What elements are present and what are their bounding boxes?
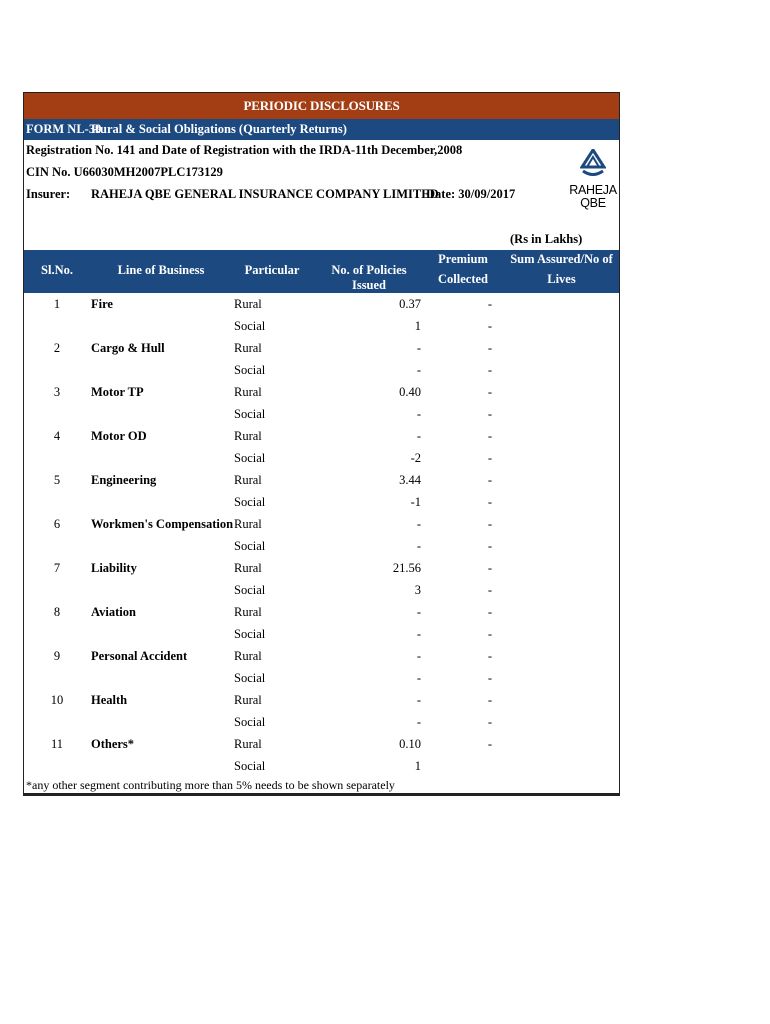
- col-sl: Sl.No.: [41, 263, 73, 277]
- cell-sl: 7: [53, 561, 61, 575]
- cell-particular: Social: [234, 627, 266, 641]
- cell-premium: -: [487, 583, 492, 597]
- cell-particular: Social: [234, 539, 266, 553]
- cell-line-of-business: Fire: [91, 297, 113, 311]
- logo-word-2: QBE: [580, 196, 606, 210]
- cell-premium: -: [487, 341, 492, 355]
- cell-particular: Rural: [234, 693, 262, 707]
- cell-line-of-business: Motor TP: [91, 385, 144, 399]
- cell-premium: -: [487, 429, 492, 443]
- cell-policies: 3.44: [399, 473, 421, 487]
- cell-premium: -: [487, 627, 492, 641]
- disclosure-sheet: [23, 92, 620, 796]
- cell-premium: -: [487, 451, 492, 465]
- page-title: PERIODIC DISCLOSURES: [24, 93, 619, 119]
- cell-premium: -: [487, 693, 492, 707]
- cell-sl: 5: [53, 473, 61, 487]
- cell-policies: -: [416, 649, 421, 663]
- table-row: [24, 645, 619, 667]
- cell-premium: -: [487, 605, 492, 619]
- table-row: [24, 689, 619, 711]
- form-number: FORM NL-39: [26, 122, 102, 136]
- table-row: [24, 513, 619, 535]
- bottom-rule: [24, 793, 619, 795]
- cell-policies: 0.40: [399, 385, 421, 399]
- insurer-label: Insurer:: [26, 187, 71, 201]
- cell-policies: 0.10: [399, 737, 421, 751]
- logo-icon: [580, 149, 606, 179]
- cell-particular: Rural: [234, 737, 262, 751]
- cell-policies: 21.56: [392, 561, 421, 575]
- cell-sl: 6: [53, 517, 61, 531]
- cell-policies: -: [416, 671, 421, 685]
- table-row: [24, 447, 619, 469]
- cell-sl: 9: [53, 649, 61, 663]
- cell-particular: Rural: [234, 297, 262, 311]
- cell-sl: 2: [53, 341, 61, 355]
- cell-policies: -2: [410, 451, 421, 465]
- table-header: [24, 250, 619, 293]
- cell-premium: -: [487, 715, 492, 729]
- cell-particular: Social: [234, 715, 266, 729]
- col-sum-1: Sum Assured/No of: [510, 252, 613, 266]
- cell-particular: Rural: [234, 561, 262, 575]
- cell-line-of-business: Motor OD: [91, 429, 147, 443]
- table-row: [24, 293, 619, 315]
- raheja-qbe-logo: [568, 149, 618, 215]
- cell-premium: -: [487, 319, 492, 333]
- col-particular: Particular: [244, 263, 300, 277]
- table-row: [24, 667, 619, 689]
- cell-premium: -: [487, 297, 492, 311]
- cell-policies: -: [416, 363, 421, 377]
- cell-particular: Social: [234, 363, 266, 377]
- col-sum-2: Lives: [547, 272, 576, 286]
- table-row: [24, 579, 619, 601]
- cell-policies: -: [416, 605, 421, 619]
- table-row: [24, 755, 619, 777]
- cell-particular: Social: [234, 495, 266, 509]
- registration-line: Registration No. 141 and Date of Registration with the IRDA-11th December,2008: [26, 143, 463, 157]
- report-date: Date: 30/09/2017: [426, 187, 516, 201]
- table-row: [24, 469, 619, 491]
- cell-line-of-business: Health: [91, 693, 128, 707]
- cell-policies: -1: [410, 495, 421, 509]
- cell-policies: 0.37: [399, 297, 421, 311]
- cell-sl: 10: [50, 693, 64, 707]
- cell-line-of-business: Others*: [91, 737, 135, 751]
- cell-policies: -: [416, 539, 421, 553]
- cell-premium: -: [487, 407, 492, 421]
- form-band: [24, 119, 619, 140]
- cell-particular: Rural: [234, 429, 262, 443]
- table-row: [24, 535, 619, 557]
- table-row: [24, 623, 619, 645]
- col-premium-2: Collected: [438, 272, 488, 286]
- cell-line-of-business: Cargo & Hull: [91, 341, 165, 355]
- cell-line-of-business: Engineering: [91, 473, 157, 487]
- cell-policies: -: [416, 627, 421, 641]
- cell-premium: -: [487, 473, 492, 487]
- col-policies: No. of Policies Issued: [331, 263, 407, 292]
- cell-particular: Rural: [234, 649, 262, 663]
- cin-line: CIN No. U66030MH2007PLC173129: [26, 165, 223, 179]
- cell-premium: -: [487, 539, 492, 553]
- cell-line-of-business: Workmen's Compensation: [91, 517, 234, 531]
- cell-policies: -: [416, 715, 421, 729]
- table-row: [24, 337, 619, 359]
- insurer-name: RAHEJA QBE GENERAL INSURANCE COMPANY LIMITED: [91, 187, 439, 201]
- cell-premium: -: [487, 363, 492, 377]
- cell-line-of-business: Aviation: [91, 605, 136, 619]
- cell-particular: Social: [234, 671, 266, 685]
- cell-premium: -: [487, 385, 492, 399]
- cell-policies: -: [416, 693, 421, 707]
- cell-premium: -: [487, 649, 492, 663]
- cell-sl: 8: [53, 605, 61, 619]
- footnote: *any other segment contributing more than 5% needs to be shown separately: [26, 778, 395, 792]
- cell-premium: -: [487, 561, 492, 575]
- table-row: [24, 711, 619, 733]
- table-row: [24, 733, 619, 755]
- cell-premium: -: [487, 517, 492, 531]
- cell-particular: Social: [234, 451, 266, 465]
- table-row: [24, 381, 619, 403]
- cell-policies: -: [416, 407, 421, 421]
- cell-policies: 1: [414, 319, 421, 333]
- cell-premium: -: [487, 737, 492, 751]
- cell-particular: Rural: [234, 605, 262, 619]
- table-row: [24, 557, 619, 579]
- table-row: [24, 359, 619, 381]
- cell-policies: 3: [414, 583, 421, 597]
- cell-particular: Rural: [234, 517, 262, 531]
- logo-word-1: RAHEJA: [569, 183, 617, 197]
- table-row: [24, 403, 619, 425]
- cell-particular: Social: [234, 407, 266, 421]
- cell-policies: -: [416, 341, 421, 355]
- cell-sl: 4: [53, 429, 61, 443]
- col-premium-1: Premium: [438, 252, 488, 266]
- cell-particular: Rural: [234, 341, 262, 355]
- cell-policies: -: [416, 517, 421, 531]
- table-row: [24, 425, 619, 447]
- cell-particular: Rural: [234, 473, 262, 487]
- units-note: (Rs in Lakhs): [510, 232, 583, 246]
- cell-particular: Social: [234, 583, 266, 597]
- cell-policies: -: [416, 429, 421, 443]
- cell-premium: -: [487, 671, 492, 685]
- table-row: [24, 491, 619, 513]
- cell-line-of-business: Liability: [91, 561, 137, 575]
- cell-sl: 11: [50, 737, 64, 751]
- cell-premium: -: [487, 495, 492, 509]
- cell-sl: 3: [53, 385, 61, 399]
- cell-line-of-business: Personal Accident: [91, 649, 188, 663]
- table-row: [24, 601, 619, 623]
- form-description: Rural & Social Obligations (Quarterly Returns): [91, 122, 347, 136]
- cell-sl: 1: [53, 297, 61, 311]
- cell-policies: 1: [414, 759, 421, 773]
- table-row: [24, 315, 619, 337]
- cell-particular: Rural: [234, 385, 262, 399]
- col-line-of-business: Line of Business: [117, 263, 205, 277]
- cell-particular: Social: [234, 319, 266, 333]
- cell-particular: Social: [234, 759, 266, 773]
